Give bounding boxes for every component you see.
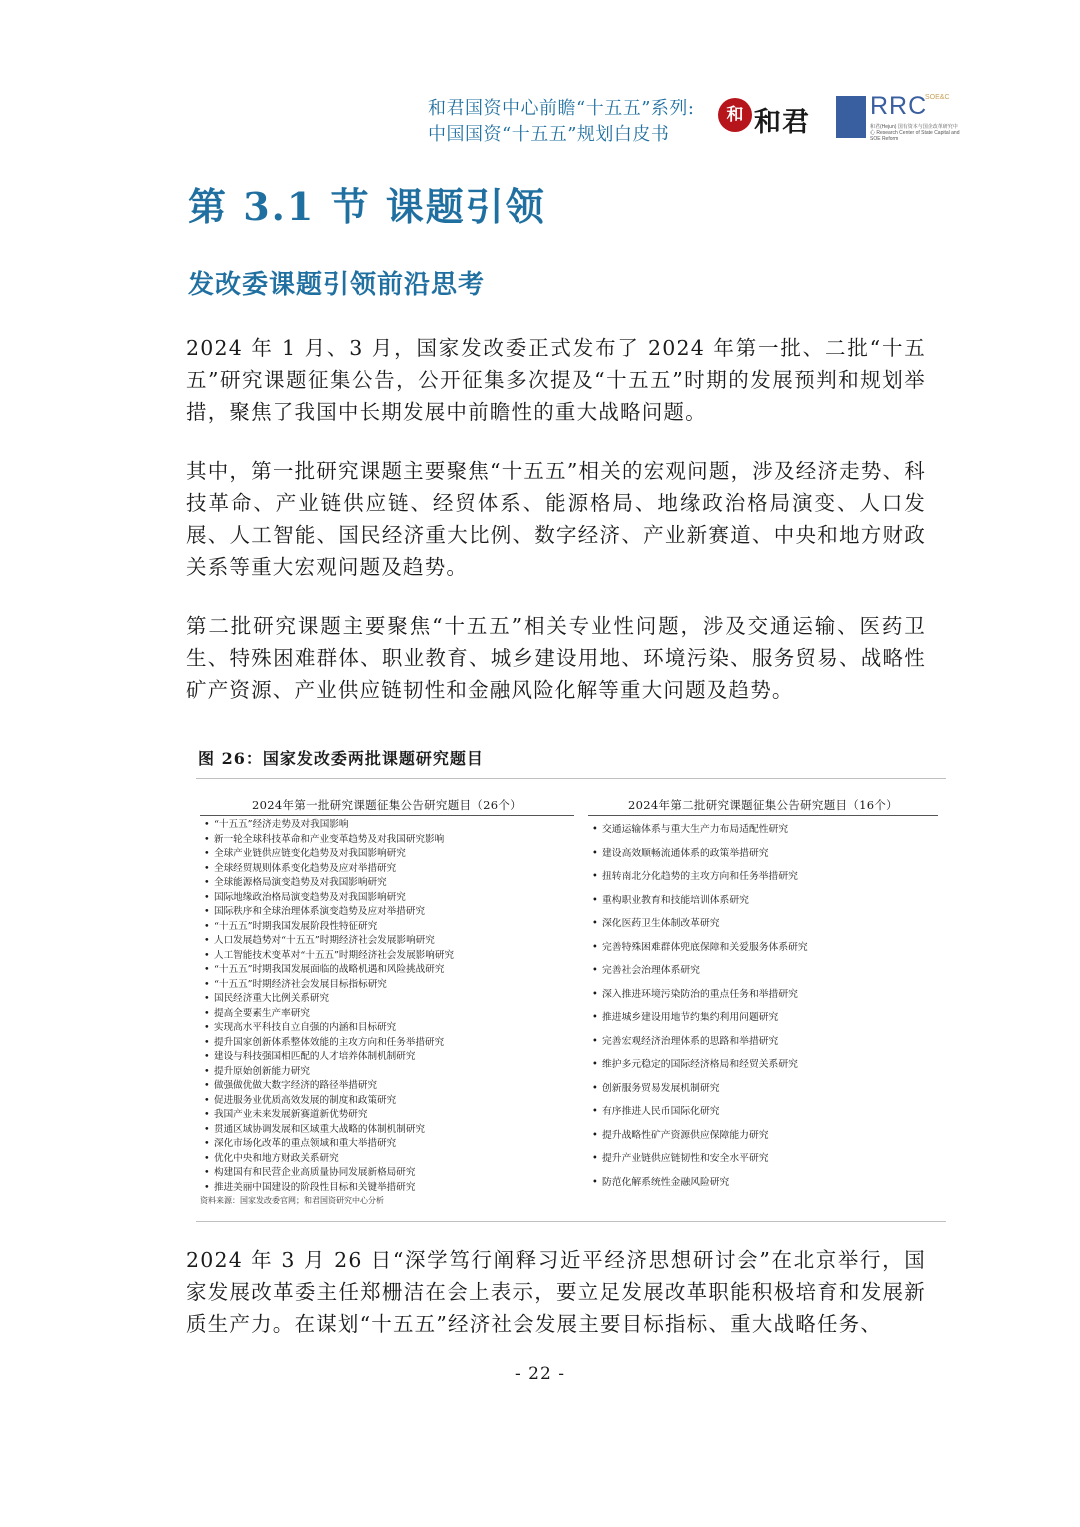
header-title — [428, 96, 718, 148]
first-batch-list — [200, 818, 574, 1195]
topic-item: • 新一轮全球科技革命和产业变革趋势及对我国研究影响 — [200, 833, 574, 848]
section-title: 发改委课题引领前沿思考 — [188, 270, 486, 300]
topic-item: • 人工智能技术变革对“十五五”时期经济社会发展影响研究 — [200, 949, 574, 964]
rrc-logo-sup: SOE&C — [925, 94, 950, 101]
topic-item: • 重构职业教育和技能培训体系研究 — [588, 889, 938, 913]
topic-item: • 维护多元稳定的国际经济格局和经贸关系研究 — [588, 1053, 938, 1077]
rrc-logo-text: RRC — [870, 92, 928, 120]
figure-topic-lists — [196, 778, 946, 1222]
topic-item: • 完善宏观经济治理体系的思路和举措研究 — [588, 1030, 938, 1054]
topic-item: • 深入推进环境污染防治的重点任务和举措研究 — [588, 983, 938, 1007]
topic-item: • 贯通区域协调发展和区域重大战略的体制机制研究 — [200, 1123, 574, 1138]
topic-item: • 国际地缘政治格局演变趋势及对我国影响研究 — [200, 891, 574, 906]
topic-item: • 完善社会治理体系研究 — [588, 959, 938, 983]
topic-item: • 提升产业链供应链韧性和安全水平研究 — [588, 1147, 938, 1171]
topic-item: • “十五五”时期我国发展阶段性特征研究 — [200, 920, 574, 935]
paragraph-3: 第二批研究课题主要聚焦“十五五”相关专业性问题，涉及交通运输、医药卫生、特殊困难群体、职业教育、城乡建设用地、环境污染、服务贸易、战略性矿产资源、产业供应链韧性和金融风险化解等重大问题及趋势。 — [186, 614, 926, 702]
topic-item: • 国民经济重大比例关系研究 — [200, 992, 574, 1007]
topic-item: • 提升战略性矿产资源供应保障能力研究 — [588, 1124, 938, 1148]
topic-item: • 有序推进人民币国际化研究 — [588, 1100, 938, 1124]
first-batch-panel — [200, 797, 574, 1206]
paragraph-4: 2024 年 3 月 26 日“深学笃行阐释习近平经济思想研讨会”在北京举行，国家发展改革委主任郑栅洁在会上表示，要立足发展改革职能积极培育和发展新质生产力。在谋划“十五五”经济社会发展主要目标指标、重大战略任务、 — [186, 1248, 926, 1336]
topic-item: • 提高全要素生产率研究 — [200, 1007, 574, 1022]
topic-item: • 深化医药卫生体制改革研究 — [588, 912, 938, 936]
figure-caption: 图 26：国家发改委两批课题研究题目 — [198, 749, 484, 768]
topic-item: • 人口发展趋势对“十五五”时期经济社会发展影响研究 — [200, 934, 574, 949]
topic-item: • 做强做优做大数字经济的路径举措研究 — [200, 1079, 574, 1094]
topic-item: • 全球经贸规则体系变化趋势及应对举措研究 — [200, 862, 574, 877]
topic-item: • 促进服务业优质高效发展的制度和政策研究 — [200, 1094, 574, 1109]
topic-item: • 交通运输体系与重大生产力布局适配性研究 — [588, 818, 938, 842]
topic-item: • 国际秩序和全球治理体系演变趋势及应对举措研究 — [200, 905, 574, 920]
second-batch-panel — [588, 797, 938, 1194]
page-title: 第 3.1 节 课题引领 — [188, 184, 546, 229]
topic-item: • 实现高水平科技自立自强的内涵和目标研究 — [200, 1021, 574, 1036]
topic-item: • 建设与科技强国相匹配的人才培养体制机制研究 — [200, 1050, 574, 1065]
topic-item: • 优化中央和地方财政关系研究 — [200, 1152, 574, 1167]
hejun-logo-text: 和君 — [754, 107, 810, 138]
topic-item: • 推进美丽中国建设的阶段性目标和关键举措研究 — [200, 1181, 574, 1196]
second-batch-list — [588, 818, 938, 1194]
topic-item: • 深化市场化改革的重点领域和重大举措研究 — [200, 1137, 574, 1152]
topic-item: • 完善特殊困难群体兜底保障和关爱服务体系研究 — [588, 936, 938, 960]
topic-item: • 提升原始创新能力研究 — [200, 1065, 574, 1080]
header-title-line1: 和君国资中心前瞻“十五五”系列: — [428, 98, 695, 119]
topic-item: • 提升国家创新体系整体效能的主攻方向和任务举措研究 — [200, 1036, 574, 1051]
topic-item: • 全球能源格局演变趋势及对我国影响研究 — [200, 876, 574, 891]
topic-item: • 防范化解系统性金融风险研究 — [588, 1171, 938, 1195]
first-batch-title: 2024年第一批研究课题征集公告研究题目（26个） — [200, 797, 574, 816]
topic-item: • 扭转南北分化趋势的主攻方向和任务举措研究 — [588, 865, 938, 889]
figure-source: 资料来源：国家发改委官网；和君国资研究中心分析 — [200, 1196, 384, 1205]
topic-item: • 全球产业链供应链变化趋势及对我国影响研究 — [200, 847, 574, 862]
topic-item: • 我国产业未来发展新赛道新优势研究 — [200, 1108, 574, 1123]
page-number: - 22 - — [515, 1364, 565, 1384]
rrc-logo-block — [836, 96, 866, 138]
hejun-seal-logo: 和 — [718, 98, 752, 132]
rrc-logo-subtitle: 和君(Hejun) 国有资本与国企改革研究中心 Research Center of State Capital and SOE Reform — [870, 124, 960, 142]
topic-item: • 构建国有和民营企业高质量协同发展新格局研究 — [200, 1166, 574, 1181]
paragraph-2: 其中，第一批研究课题主要聚焦“十五五”相关的宏观问题，涉及经济走势、科技革命、产业链供应链、经贸体系、能源格局、地缘政治格局演变、人口发展、人工智能、国民经济重大比例、数字经济、产业新赛道、中央和地方财政关系等重大宏观问题及趋势。 — [186, 459, 926, 579]
header-title-line2: 中国国资“十五五”规划白皮书 — [428, 124, 670, 145]
topic-item: • “十五五”时期经济社会发展目标指标研究 — [200, 978, 574, 993]
topic-item: • 创新服务贸易发展机制研究 — [588, 1077, 938, 1101]
second-batch-title: 2024年第二批研究课题征集公告研究题目（16个） — [588, 797, 938, 816]
paragraph-1: 2024 年 1 月、3 月，国家发改委正式发布了 2024 年第一批、二批“十五五”研究课题征集公告，公开征集多次提及“十五五”时期的发展预判和规划举措，聚焦了我国中长期发展中前瞻性的重大战略问题。 — [186, 336, 926, 424]
topic-item: • “十五五”经济走势及对我国影响 — [200, 818, 574, 833]
topic-item: • 建设高效顺畅流通体系的政策举措研究 — [588, 842, 938, 866]
topic-item: • “十五五”时期我国发展面临的战略机遇和风险挑战研究 — [200, 963, 574, 978]
topic-item: • 推进城乡建设用地节约集约利用问题研究 — [588, 1006, 938, 1030]
